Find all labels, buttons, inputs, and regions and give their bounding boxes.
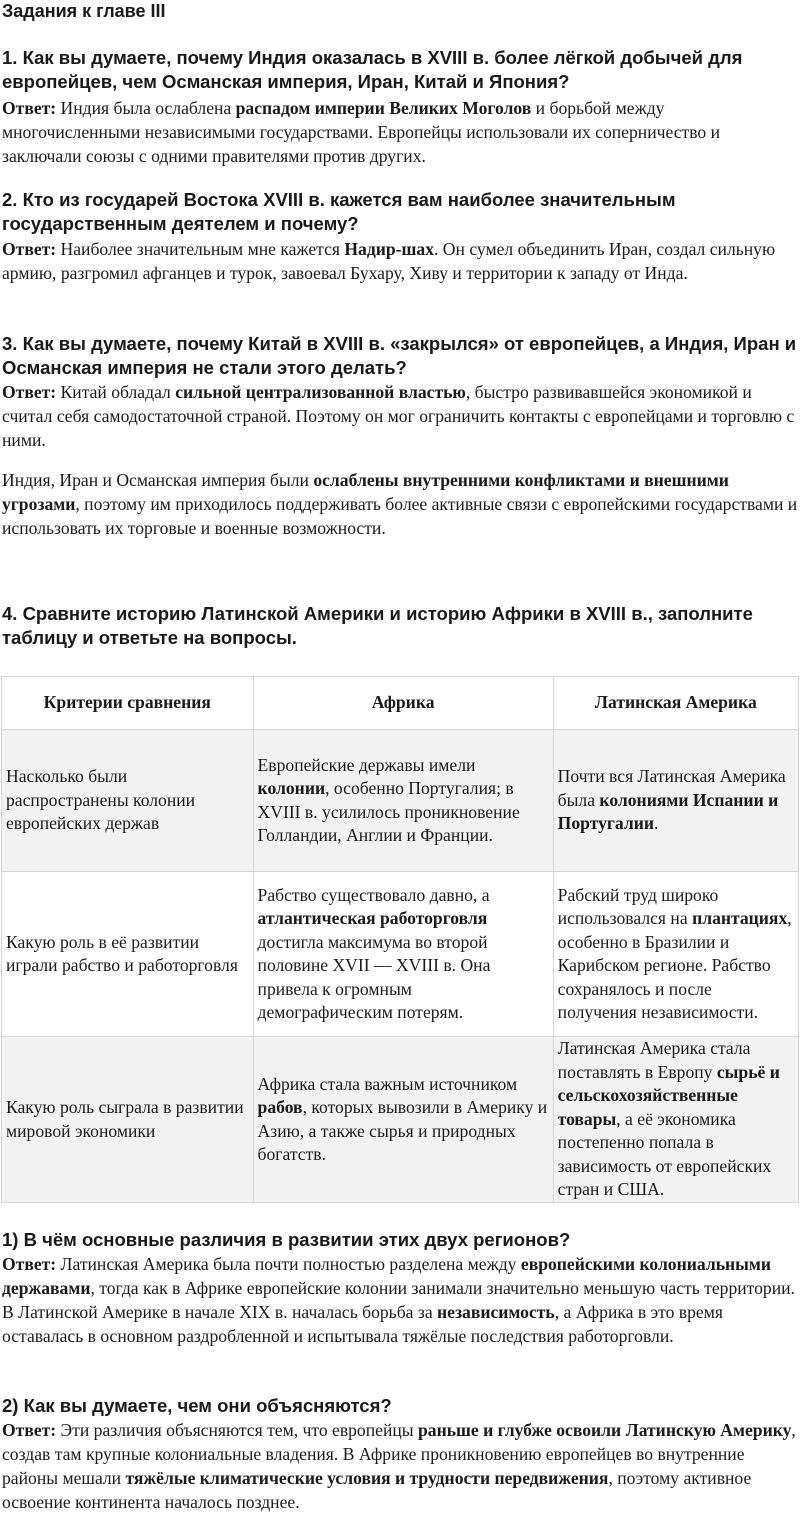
- answer-1: [2, 96, 800, 168]
- cell-text: Рабский труд широко использовался на плантациях, особенно в Бразилии и Карибском регионе. Рабство сохранялось и после получения независимости.: [557, 884, 792, 1022]
- africa-cell: [253, 730, 553, 872]
- answer-emphasis: тяжёлые климатические условия и трудности передвижения: [125, 1468, 609, 1488]
- answer-text: Наиболее значительным мне кажется: [56, 239, 345, 259]
- answer-text: Индия, Иран и Османская империя были: [2, 470, 314, 490]
- latin-america-cell: [553, 872, 798, 1037]
- cell-text: Почти вся Латинская Америка была колониями Испании и Португалии.: [557, 766, 786, 834]
- column-header-latin-america: Латинская Америка: [553, 677, 798, 730]
- answer-label: Ответ:: [2, 1254, 57, 1274]
- answer-emphasis: независимость: [437, 1302, 555, 1322]
- criterion-cell: [2, 1037, 254, 1203]
- subquestion-2: 2) Как вы думаете, чем они объясняются?: [2, 1395, 392, 1416]
- table-header-row: [2, 677, 799, 730]
- answer-text: , поэтому им приходилось поддерживать более активные связи с европейскими государствами и использовать их торговые и военные возможности.: [2, 494, 798, 538]
- answer-text: Латинская Америка была почти полностью разделена между: [56, 1254, 521, 1274]
- answer-3-paragraph-2: [2, 468, 800, 540]
- answer-2: [2, 237, 800, 285]
- answer-text: , создав там крупные колониальные владения. В Африке проникновению европейцев во внутренние районы мешали: [2, 1420, 796, 1488]
- question-3: 3. Как вы думаете, почему Китай в XVIII в. «закрылся» от европейцев, а Индия, Иран и Османская империя не стали этого делать?: [2, 333, 797, 378]
- column-header-criteria: Критерии сравнения: [2, 677, 254, 730]
- cell-text: Рабство существовало давно, а атлантическая работорговля достигла максимума во второй половине XVII — XVIII в. Она привела к огромным демографическим потерям.: [257, 884, 491, 1022]
- subquestion-1: 1) В чём основные различия в развитии этих двух регионов?: [2, 1229, 571, 1250]
- question-1: 1. Как вы думаете, почему Индия оказалась в XVIII в. более лёгкой добычей для европейцев, чем Османская империя, Иран, Китай и Япония?: [2, 47, 743, 92]
- comparison-table: [1, 676, 799, 1203]
- africa-cell: [253, 1037, 553, 1203]
- answer-emphasis: сильной централизованной властью: [175, 382, 466, 402]
- answer-text: , тогда как в Африке европейские колонии занимали значительно меньшую часть территории. В Латинской Америке в начале XIX в. началась борьба за: [2, 1278, 795, 1322]
- criterion-cell: [2, 872, 254, 1037]
- criterion-text: Какую роль сыграла в развитии мировой экономики: [6, 1097, 244, 1141]
- question-2: 2. Кто из государей Востока XVIII в. кажется вам наиболее значительным государственным деятелем и почему?: [2, 189, 676, 234]
- answer-text: Эти различия объясняются тем, что европейцы: [56, 1420, 419, 1440]
- answer-text: , поэтому активное освоение континента началось позднее.: [2, 1468, 752, 1512]
- answer-emphasis: распадом империи Великих Моголов: [235, 98, 532, 118]
- answer-text: . Он сумел объединить Иран, создал сильную армию, разгромил афганцев и турок, завоевал Бухару, Хиву и территории к западу от Инда.: [2, 239, 776, 283]
- latin-america-cell: [553, 730, 798, 872]
- answer-3: [2, 380, 800, 452]
- answer-text: Индия была ослаблена: [56, 98, 236, 118]
- criterion-text: Какую роль в её развитии играли рабство и работорговля: [6, 931, 238, 975]
- answer-text: , а Африка в это время оставалась в основном раздробленной и испытывала тяжёлые последствия работорговли.: [2, 1302, 723, 1346]
- table-row: [2, 730, 799, 872]
- answer-text: , быстро развивавшейся экономикой и считал себя самодостаточной страной. Поэтому он мог ограничить контакты с европейцами и торговлю с ними.: [2, 382, 795, 450]
- criterion-cell: [2, 730, 254, 872]
- answer-emphasis: европейскими колониальными державами: [2, 1254, 772, 1298]
- column-header-africa: Африка: [253, 677, 553, 730]
- table-row: [2, 1037, 799, 1203]
- question-4: 4. Сравните историю Латинской Америки и историю Африки в XVIII в., заполните таблицу и ответьте на вопросы.: [2, 603, 753, 648]
- table-row: [2, 872, 799, 1037]
- africa-cell: [253, 872, 553, 1037]
- answer-emphasis: раньше и глубже освоили Латинскую Америку: [418, 1420, 792, 1440]
- answer-emphasis: Надир-шах: [344, 239, 434, 259]
- latin-america-cell: [553, 1037, 798, 1203]
- answer-label: Ответ:: [2, 1420, 57, 1440]
- answer-text: и борьбой между многочисленными независимыми государствами. Европейцы использовали их соперничество и заключали союзы с одними правителями против других.: [2, 98, 721, 166]
- answer-label: Ответ:: [2, 239, 57, 259]
- answer-emphasis: ослаблены внутренними конфликтами и внешними угрозами: [2, 470, 729, 514]
- cell-text: Европейские державы имели колонии, особенно Португалия; в XVIII в. усилилось проникновение Голландии, Англии и Франции.: [257, 754, 520, 845]
- subanswer-2: [2, 1418, 800, 1514]
- subanswer-1: [2, 1252, 800, 1348]
- answer-label: Ответ:: [2, 98, 57, 118]
- answer-text: Китай обладал: [56, 382, 176, 402]
- cell-text: Африка стала важным источником рабов, которых вывозили в Америку и Азию, а также сырья и природных богатств.: [257, 1073, 548, 1164]
- answer-label: Ответ:: [2, 382, 57, 402]
- page-title: Задания к главе III: [2, 1, 166, 21]
- cell-text: Латинская Америка стала поставлять в Европу сырьё и сельскохозяйственные товары, а её экономика постепенно попала в зависимость от европейских стран и США.: [557, 1038, 780, 1200]
- criterion-text: Насколько были распространены колонии европейских держав: [6, 766, 196, 834]
